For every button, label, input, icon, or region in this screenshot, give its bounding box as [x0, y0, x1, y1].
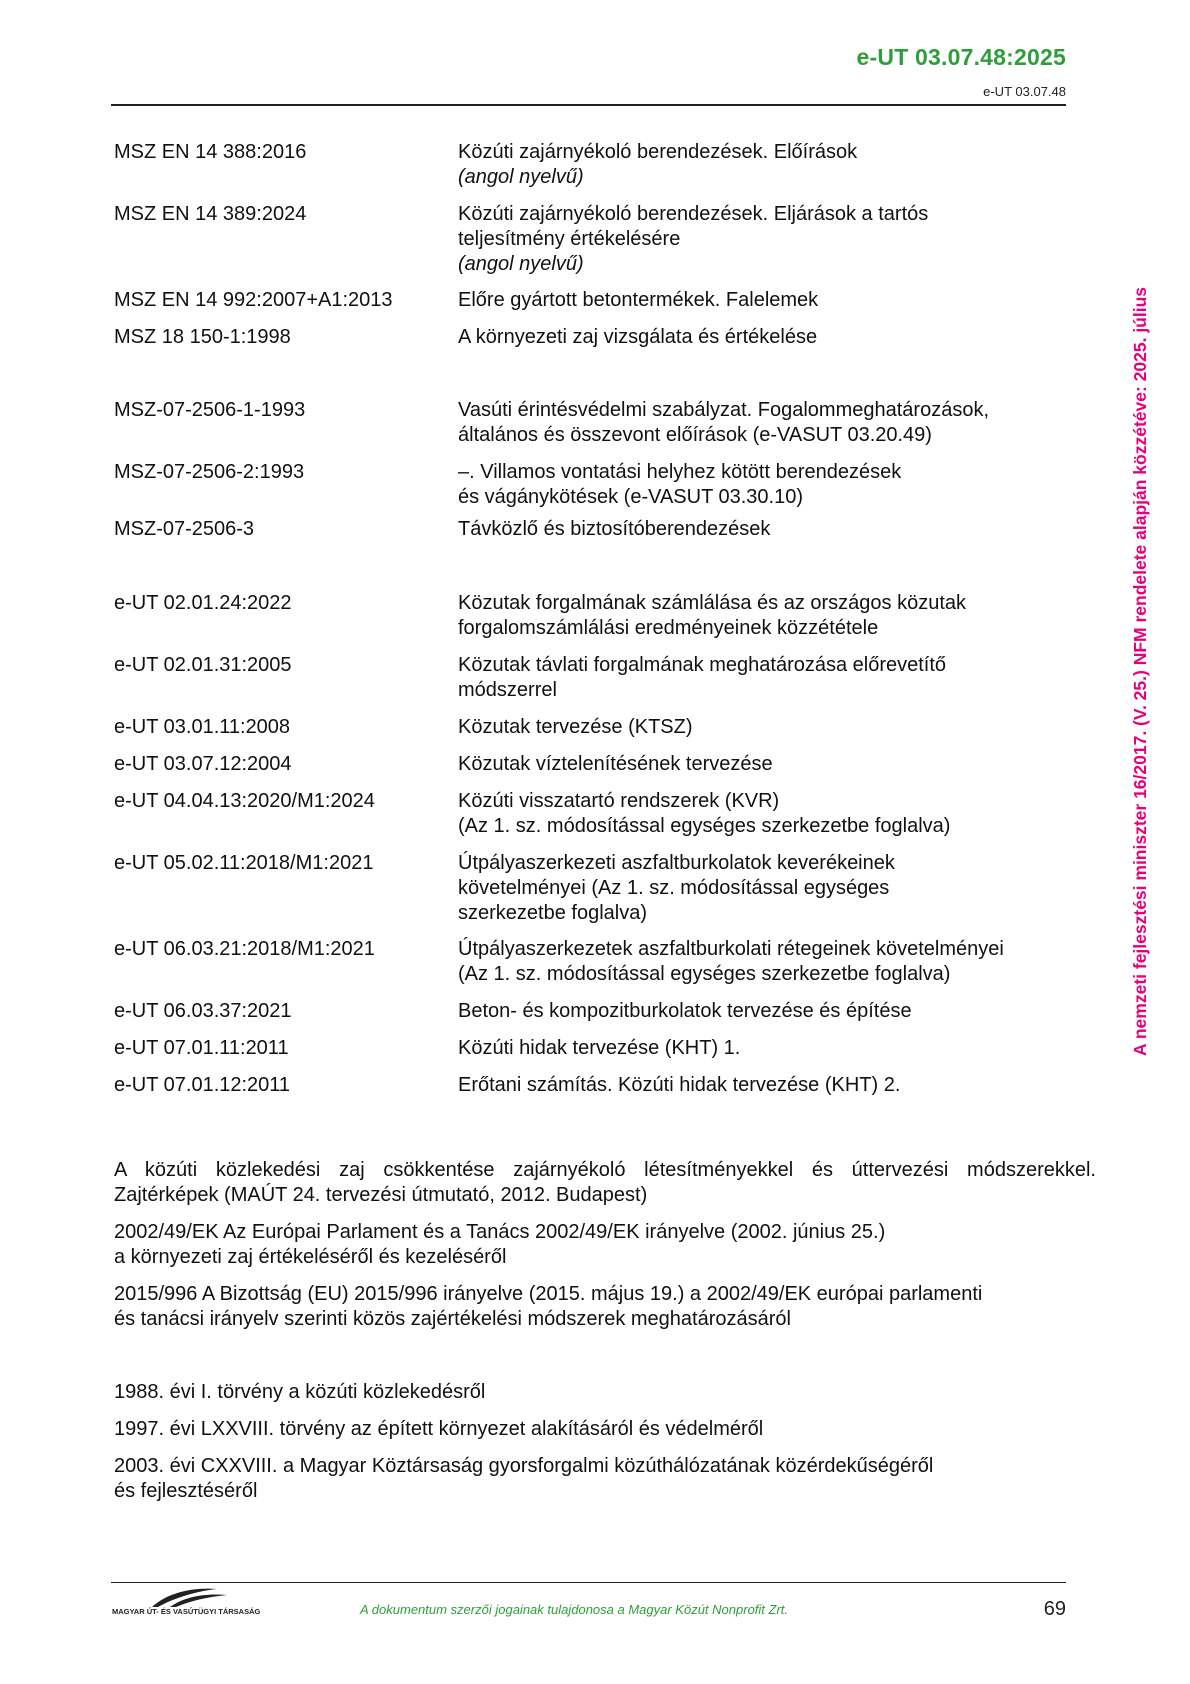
standard-code: MSZ EN 14 388:2016 — [114, 141, 307, 163]
standard-title — [458, 1073, 1070, 1098]
standard-title-line: általános és összevont előírások (e-VASUT 03.20.49) — [458, 424, 932, 446]
standard-title — [458, 1036, 1070, 1061]
standard-title-line: szerkezetbe foglalva) — [458, 902, 647, 924]
logo-text: MAGYAR ÚT- ÉS VASÚTÜGYI TÁRSASÁG — [112, 1607, 261, 1616]
paragraph-line: 1997. évi LXXVIII. törvény az épített környezet alakításáról és védelméről — [114, 1418, 764, 1440]
paragraph-line: Zajtérképek (MAÚT 24. tervezési útmutató, 2012. Budapest) — [114, 1184, 648, 1206]
society-logo — [112, 1585, 262, 1621]
document-short-id: e-UT 03.07.48 — [983, 84, 1066, 99]
standard-code: e-UT 05.02.11:2018/M1:2021 — [114, 852, 374, 874]
road-swoosh-icon — [112, 1585, 262, 1609]
law-item — [114, 1454, 1096, 1504]
standard-code: e-UT 04.04.13:2020/M1:2024 — [114, 790, 375, 812]
standard-title-line: Útpályaszerkezetek aszfaltburkolati rétegeinek követelményei — [458, 938, 1004, 960]
standard-title-line: (angol nyelvű) — [458, 253, 584, 275]
standard-title-line: teljesítmény értékelésére — [458, 228, 681, 250]
reference-item — [114, 1220, 1096, 1270]
standard-title-line: Közúti zajárnyékoló berendezések. Eljárások a tartós — [458, 203, 929, 225]
standard-title-line: forgalomszámlálási eredményeinek közzététele — [458, 617, 879, 639]
standard-code: e-UT 02.01.31:2005 — [114, 654, 292, 676]
header-rule — [111, 104, 1066, 106]
standard-code: MSZ 18 150-1:1998 — [114, 326, 291, 348]
paragraph-line: 2002/49/EK Az Európai Parlament és a Tanács 2002/49/EK irányelve (2002. június 25.) — [114, 1221, 886, 1243]
standard-title-line: Közutak forgalmának számlálása és az országos közutak — [458, 592, 967, 614]
law-item — [114, 1380, 1096, 1405]
standard-code: e-UT 03.07.12:2004 — [114, 753, 292, 775]
standard-title-line: Útpályaszerkezeti aszfaltburkolatok keverékeinek — [458, 852, 895, 874]
standard-title-line: és vágánykötések (e-VASUT 03.30.10) — [458, 486, 803, 508]
standard-title — [458, 715, 1070, 740]
standard-row — [114, 653, 1070, 703]
copyright-note: A dokumentum szerzői jogainak tulajdonosa a Magyar Közút Nonprofit Zrt. — [360, 1602, 789, 1617]
standard-title-line: A környezeti zaj vizsgálata és értékelése — [458, 326, 818, 348]
standard-title — [458, 288, 1070, 313]
standard-code: MSZ-07-2506-2:1993 — [114, 461, 305, 483]
standard-title — [458, 653, 1070, 703]
standard-title-line: –. Villamos vontatási helyhez kötött berendezések — [458, 461, 902, 483]
document-id: e-UT 03.07.48:2025 — [856, 44, 1066, 70]
standard-title-line: Előre gyártott betontermékek. Falelemek — [458, 289, 819, 311]
standard-title — [458, 202, 1070, 277]
publication-note: A nemzeti fejlesztési miniszter 16/2017. (V. 25.) NFM rendelete alapján közzétéve: 2025. július — [1130, 286, 1150, 1056]
paragraph-line: a környezeti zaj értékeléséről és kezeléséről — [114, 1246, 507, 1268]
standard-code: e-UT 07.01.11:2011 — [114, 1037, 289, 1059]
standard-title — [458, 591, 1070, 641]
standard-title-line: Távközlő és biztosítóberendezések — [458, 518, 771, 540]
standard-title — [458, 460, 1070, 510]
reference-item — [114, 1158, 1096, 1208]
standard-row — [114, 1073, 1070, 1098]
standard-title-line: (Az 1. sz. módosítással egységes szerkezetbe foglalva) — [458, 963, 951, 985]
standard-title-line: követelményei (Az 1. sz. módosítással egységes — [458, 877, 890, 899]
standard-title — [458, 789, 1070, 839]
standard-row — [114, 851, 1070, 926]
standard-code: e-UT 07.01.12:2011 — [114, 1074, 291, 1096]
standard-row — [114, 140, 1070, 190]
standard-row — [114, 752, 1070, 777]
standard-code: e-UT 02.01.24:2022 — [114, 592, 292, 614]
standard-title-line: Erőtani számítás. Közúti hidak tervezése (KHT) 2. — [458, 1074, 901, 1096]
standard-row — [114, 591, 1070, 641]
references-list — [114, 1158, 1096, 1344]
paragraph-line: A közúti közlekedési zaj csökkentése zajárnyékoló létesítményekkel és úttervezési módszerekkel. — [114, 1159, 1096, 1181]
standard-title-line: módszerrel — [458, 679, 557, 701]
standard-title — [458, 999, 1070, 1024]
standard-title — [458, 140, 1070, 190]
standard-title — [458, 517, 1070, 542]
standard-title — [458, 325, 1070, 350]
standard-code: e-UT 06.03.21:2018/M1:2021 — [114, 938, 375, 960]
standard-row — [114, 517, 1070, 542]
standard-row — [114, 398, 1070, 448]
paragraph-line: és tanácsi irányelv szerinti közös zajértékelési módszerek meghatározásáról — [114, 1308, 791, 1330]
standard-code: MSZ EN 14 992:2007+A1:2013 — [114, 289, 393, 311]
standard-row — [114, 999, 1070, 1024]
standard-code: e-UT 06.03.37:2021 — [114, 1000, 292, 1022]
standard-row — [114, 288, 1070, 313]
standard-code: MSZ EN 14 389:2024 — [114, 203, 307, 225]
standard-title-line: Közutak tervezése (KTSZ) — [458, 716, 693, 738]
reference-item — [114, 1282, 1096, 1332]
standard-row — [114, 325, 1070, 350]
standard-row — [114, 715, 1070, 740]
law-item — [114, 1417, 1096, 1442]
standard-row — [114, 202, 1070, 277]
standard-title-line: Közutak távlati forgalmának meghatározása előrevetítő — [458, 654, 947, 676]
standard-title-line: Közúti zajárnyékoló berendezések. Előírások — [458, 141, 858, 163]
standard-title-line: (angol nyelvű) — [458, 166, 584, 188]
paragraph-line: 2015/996 A Bizottság (EU) 2015/996 irányelve (2015. május 19.) a 2002/49/EK európai parlamenti — [114, 1283, 983, 1305]
footer-rule — [111, 1582, 1066, 1583]
standard-title-line: Közúti visszatartó rendszerek (KVR) — [458, 790, 780, 812]
page-number: 69 — [1043, 1598, 1066, 1620]
standard-code: MSZ-07-2506-1-1993 — [114, 399, 306, 421]
paragraph-line: 2003. évi CXXVIII. a Magyar Köztársaság gyorsforgalmi közúthálózatának közérdekűségéről — [114, 1455, 934, 1477]
standard-title-line: Vasúti érintésvédelmi szabályzat. Fogalommeghatározások, — [458, 399, 989, 421]
paragraph-line: és fejlesztéséről — [114, 1480, 258, 1502]
standard-title — [458, 851, 1070, 926]
standard-title — [458, 398, 1070, 448]
standard-title-line: (Az 1. sz. módosítással egységes szerkezetbe foglalva) — [458, 815, 951, 837]
standard-title-line: Közúti hidak tervezése (KHT) 1. — [458, 1037, 741, 1059]
standard-title — [458, 752, 1070, 777]
standard-title — [458, 937, 1070, 987]
laws-list — [114, 1380, 1096, 1516]
standard-code: MSZ-07-2506-3 — [114, 518, 255, 540]
standard-title-line: Beton- és kompozitburkolatok tervezése és építése — [458, 1000, 912, 1022]
standard-row — [114, 1036, 1070, 1061]
standard-row — [114, 460, 1070, 510]
standard-code: e-UT 03.01.11:2008 — [114, 716, 291, 738]
paragraph-line: 1988. évi I. törvény a közúti közlekedésről — [114, 1381, 486, 1403]
standard-title-line: Közutak víztelenítésének tervezése — [458, 753, 773, 775]
standard-row — [114, 789, 1070, 839]
standard-row — [114, 937, 1070, 987]
